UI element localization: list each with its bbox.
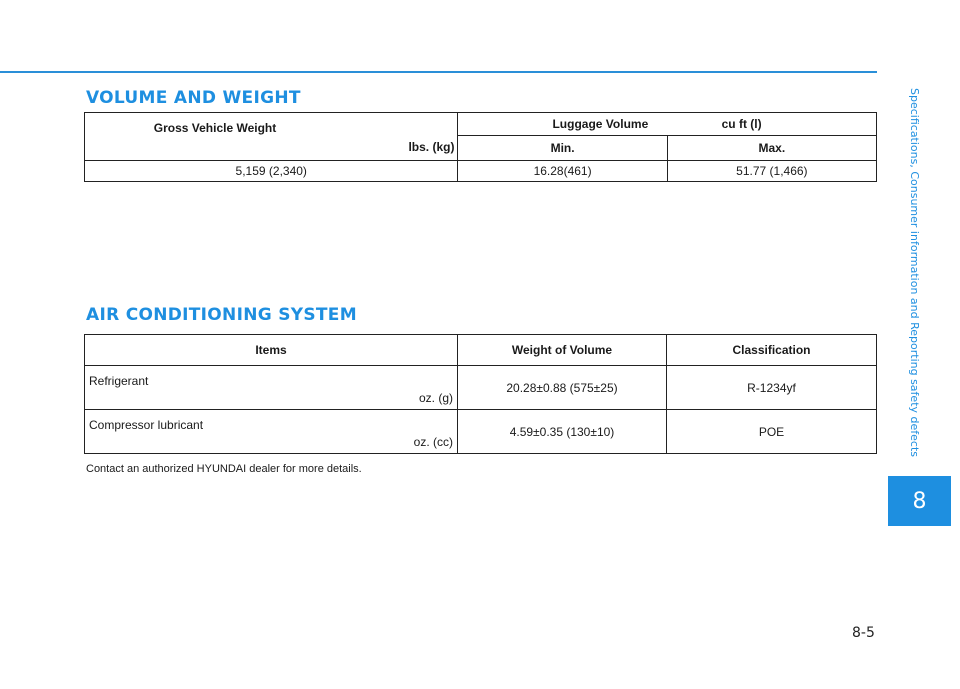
- item-unit: oz. (g): [418, 391, 453, 405]
- item-cell: [85, 410, 458, 454]
- gross-weight-label: Gross Vehicle Weight: [153, 121, 277, 135]
- chapter-title-vertical: Specifications, Consumer information and Reporting safety defects: [908, 88, 921, 457]
- air-conditioning-table: [84, 334, 877, 454]
- luggage-volume-unit: cu ft (l): [721, 117, 762, 131]
- weight-value: 4.59±0.35 (130±10): [458, 410, 667, 454]
- volume-weight-table: [84, 112, 877, 182]
- luggage-max-header: Max.: [667, 136, 876, 161]
- classification-value: R-1234yf: [667, 366, 877, 410]
- items-header: Items: [85, 335, 458, 366]
- luggage-min-value: 16.28(461): [458, 161, 667, 182]
- gross-weight-value: 5,159 (2,340): [85, 161, 458, 182]
- luggage-min-header: Min.: [458, 136, 667, 161]
- item-unit: oz. (cc): [413, 435, 453, 449]
- gross-weight-unit: lbs. (kg): [408, 140, 455, 154]
- luggage-volume-label: Luggage Volume: [552, 117, 649, 131]
- table-row: [85, 161, 877, 182]
- luggage-volume-header: [458, 113, 877, 136]
- item-name: Refrigerant: [89, 374, 149, 388]
- gross-weight-header: [85, 113, 458, 161]
- item-name: Compressor lubricant: [89, 418, 204, 432]
- classification-value: POE: [667, 410, 877, 454]
- weight-value: 20.28±0.88 (575±25): [458, 366, 667, 410]
- dealer-note: Contact an authorized HYUNDAI dealer for more details.: [86, 463, 362, 475]
- table-row: [85, 410, 877, 454]
- table-row: [85, 366, 877, 410]
- weight-header: Weight of Volume: [458, 335, 667, 366]
- chapter-number-tab[interactable]: 8: [888, 476, 951, 526]
- top-rule: [0, 71, 877, 73]
- classification-header: Classification: [667, 335, 877, 366]
- luggage-max-value: 51.77 (1,466): [667, 161, 876, 182]
- volume-weight-title: VOLUME AND WEIGHT: [86, 88, 301, 108]
- item-cell: [85, 366, 458, 410]
- table-header-row: [85, 335, 877, 366]
- air-conditioning-title: AIR CONDITIONING SYSTEM: [86, 305, 357, 325]
- page-number: 8-5: [852, 625, 875, 641]
